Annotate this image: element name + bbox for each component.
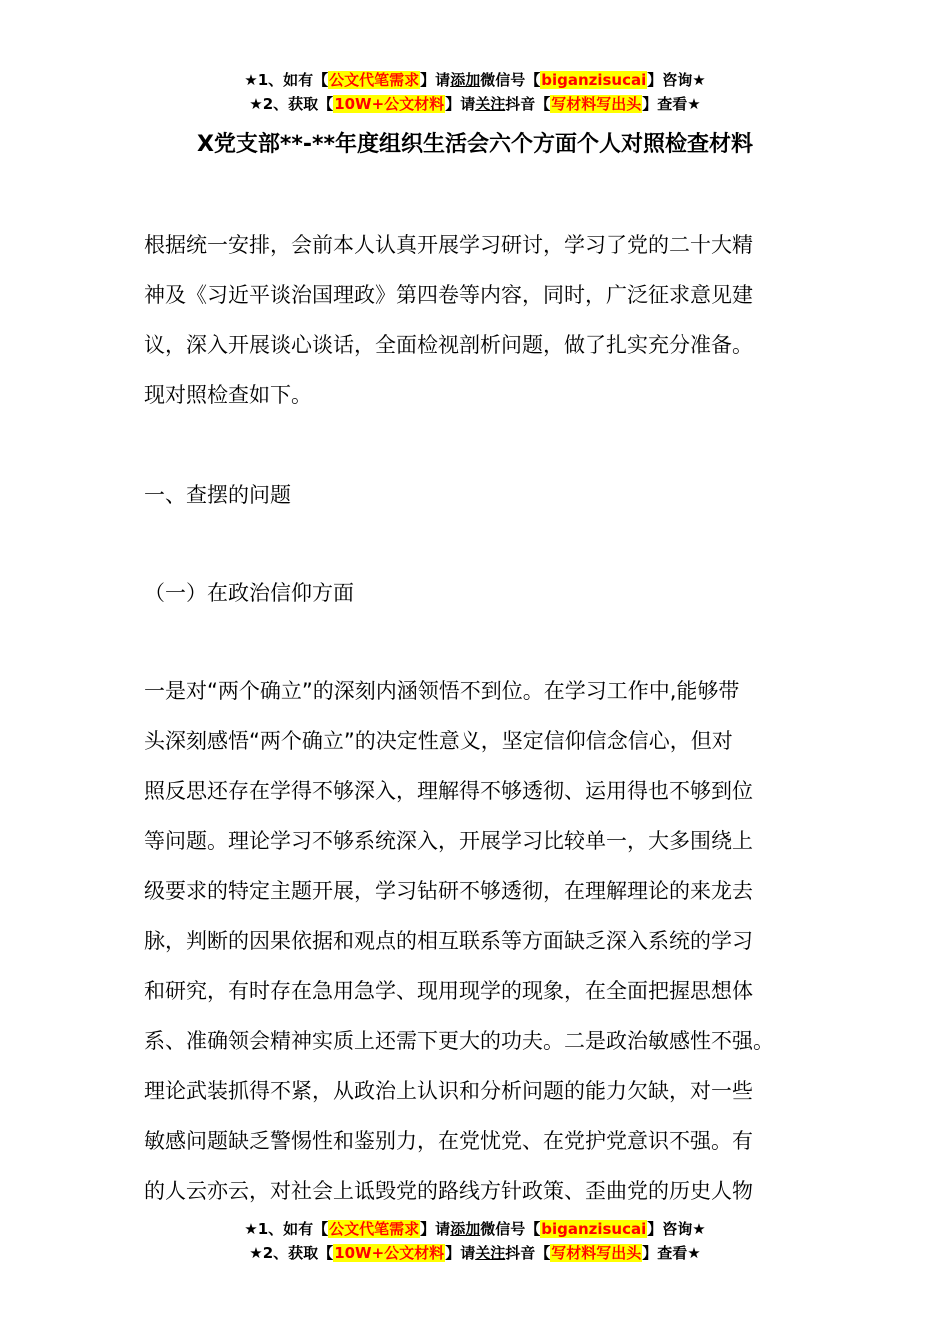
text-line: 系、准确领会精神实质上还需下更大的功夫。二是政治敏感性不强。 (144, 1029, 774, 1053)
highlight-wechat-id: biganzisucai (541, 1220, 647, 1238)
text-line: 脉，判断的因果依据和观点的相互联系等方面缺乏深入系统的学习 (144, 929, 753, 953)
section-heading: 一、查摆的问题 (144, 483, 291, 507)
intro-paragraph (144, 220, 824, 420)
highlight-douyin-account: 写材料写出头 (551, 95, 642, 113)
text-line: 敏感问题缺乏警惕性和鉴别力，在党忧党、在党护党意识不强。有 (144, 1129, 753, 1153)
top-banner (0, 68, 950, 116)
highlight-materials: 10W+公文材料 (334, 95, 445, 113)
text-line: 等问题。理论学习不够系统深入，开展学习比较单一，大多围绕上 (144, 829, 753, 853)
highlight-wechat-id: biganzisucai (541, 71, 647, 89)
text-line: 头深刻感悟“两个确立”的决定性意义，坚定信仰信念信心，但对 (144, 729, 733, 753)
text-line: 议，深入开展谈心谈话，全面检视剖析问题，做了扎实充分准备。 (144, 333, 753, 357)
text-line: 级要求的特定主题开展，学习钻研不够透彻，在理解理论的来龙去 (144, 879, 753, 903)
highlight-service: 公文代笔需求 (329, 71, 420, 89)
highlight-materials: 10W+公文材料 (334, 1244, 445, 1262)
text-line: 现对照检查如下。 (144, 383, 312, 407)
text-line: 一是对“两个确立”的深刻内涵领悟不到位。在学习工作中,能够带 (144, 679, 740, 703)
banner-line-1: ★1、如有【公文代笔需求】请添加微信号【biganzisucai】咨询★ (244, 71, 706, 89)
text-line: 理论武装抓得不紧，从政治上认识和分析问题的能力欠缺，对一些 (144, 1079, 753, 1103)
text-line: 神及《习近平谈治国理政》第四卷等内容，同时，广泛征求意见建 (144, 283, 753, 307)
bottom-banner (0, 1217, 950, 1265)
subsection-heading: （一）在政治信仰方面 (144, 581, 354, 605)
text-line: 的人云亦云，对社会上诋毁党的路线方针政策、歪曲党的历史人物 (144, 1179, 753, 1203)
text-line: 根据统一安排，会前本人认真开展学习研讨，学习了党的二十大精 (144, 233, 753, 257)
highlight-douyin-account: 写材料写出头 (551, 1244, 642, 1262)
banner-line-1: ★1、如有【公文代笔需求】请添加微信号【biganzisucai】咨询★ (244, 1220, 706, 1238)
main-paragraph (144, 666, 824, 1216)
text-line: 照反思还存在学得不够深入，理解得不够透彻、运用得也不够到位 (144, 779, 753, 803)
banner-line-2: ★2、获取【10W+公文材料】请关注抖音【写材料写出头】查看★ (249, 95, 701, 113)
text-line: 和研究，有时存在急用急学、现用现学的现象，在全面把握思想体 (144, 979, 753, 1003)
highlight-service: 公文代笔需求 (329, 1220, 420, 1238)
document-title: X党支部**-**年度组织生活会六个方面个人对照检查材料 (196, 132, 754, 157)
banner-line-2: ★2、获取【10W+公文材料】请关注抖音【写材料写出头】查看★ (249, 1244, 701, 1262)
